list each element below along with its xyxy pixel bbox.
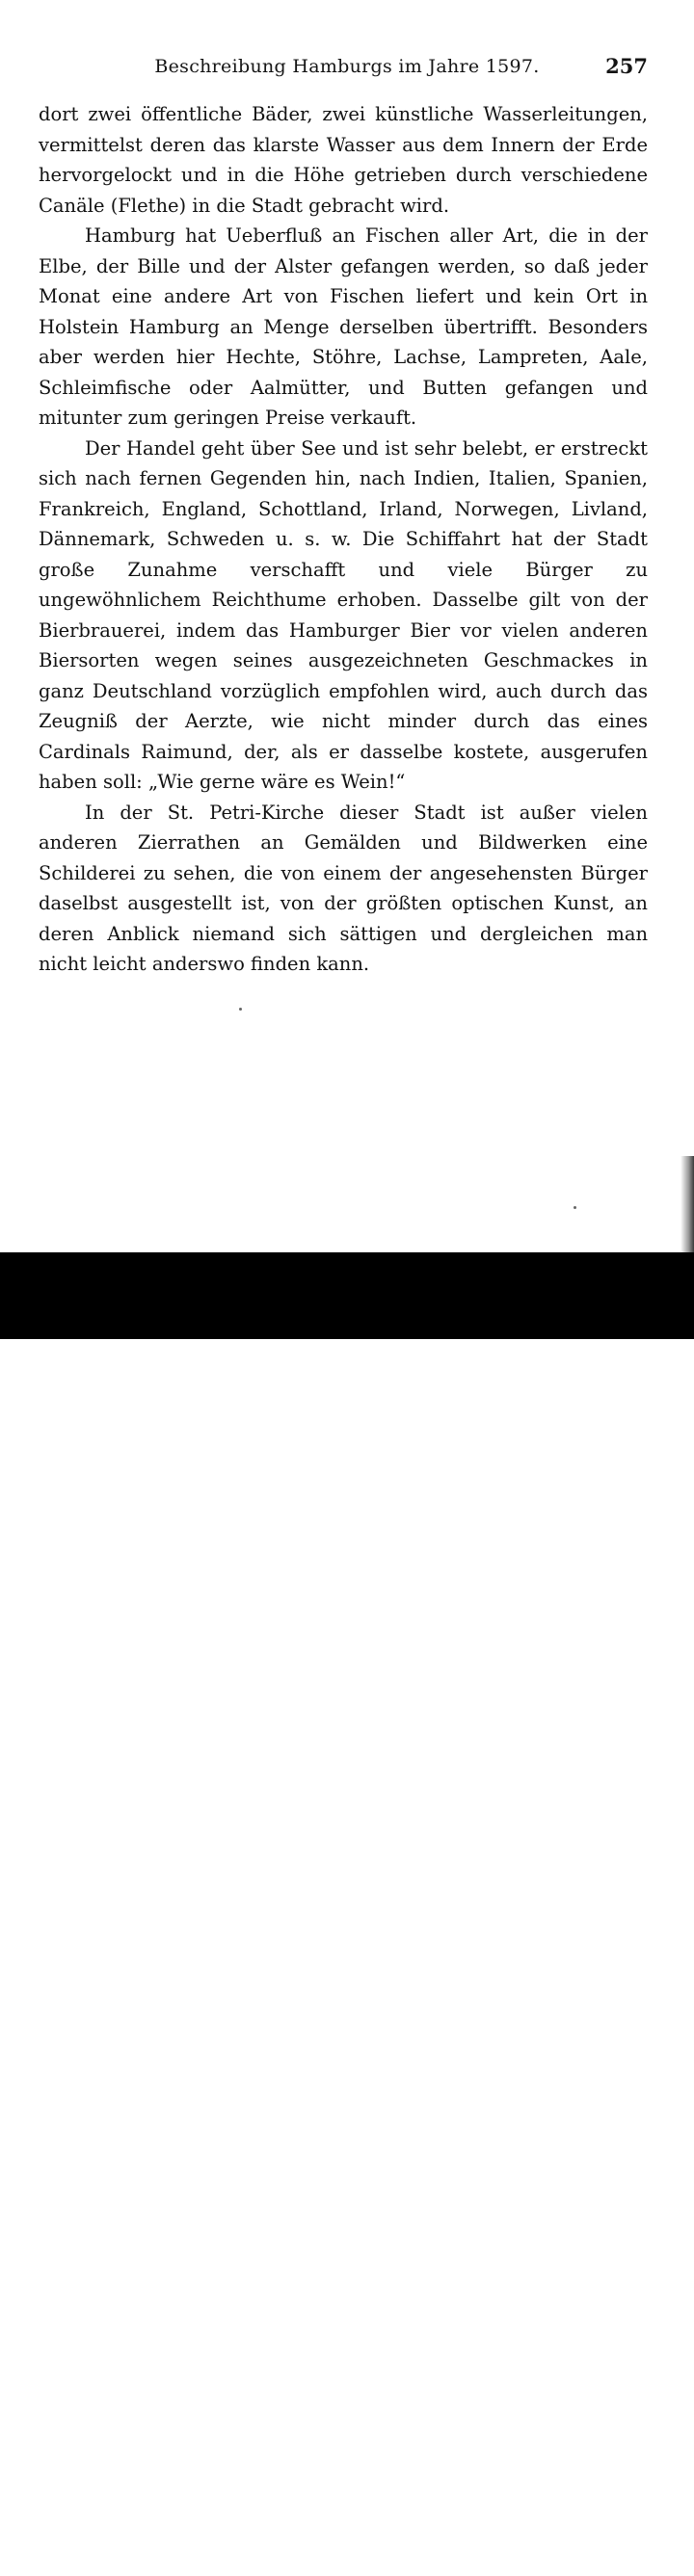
page-number: 257 bbox=[605, 54, 648, 78]
paper-speck bbox=[239, 1008, 242, 1011]
paragraph-church: In der St. Petri-Kirche dieser Stadt ist außer vielen anderen Zierrathen an Gemälden und Bildwerken eine Schilderei zu sehen, die von einem der angesehensten Bürger daselbst ausgestellt ist, von der größten optischen Kunst, an deren Anblick niemand sich sättigen und dergleichen man nicht leicht anderswo finden kann. bbox=[39, 801, 648, 975]
page-edge-shadow bbox=[681, 1156, 694, 1252]
alamy-logo: alamy bbox=[37, 2517, 202, 2575]
paragraph-baths: dort zwei öffentliche Bäder, zwei künstliche Wasserleitungen, vermittelst deren das klarste Wasser aus dem Innern der Erde hervorgelockt und in die Höhe getrieben durch verschiedene Canäle (Flethe) in die Stadt gebracht wird. bbox=[39, 103, 648, 217]
watermark-bar bbox=[0, 1252, 694, 2575]
site-url: www.alamy.com bbox=[529, 2553, 675, 2575]
paper-speck bbox=[574, 1206, 576, 1209]
body-text bbox=[39, 99, 648, 980]
running-head: Beschreibung Hamburgs im Jahre 1597. bbox=[154, 56, 540, 77]
book-page bbox=[0, 0, 694, 1252]
paragraph-trade: Der Handel geht über See und ist sehr belebt, er erstreckt sich nach fernen Gegenden hin, nach Indien, Italien, Spanien, Frankreich, England, Schottland, Irland, Norwegen, Livland, Dännemark, Schweden u. s. w. Die Schiffahrt hat der Stadt große Zunahme verschafft und viele Bürger zu ungewöhnlichem Reichthume erhoben. Dasselbe gilt von der Bierbrauerei, indem das Hamburger Bier vor vielen anderen Biersorten wegen seines ausgezeichneten Geschmackes in ganz Deutschland vorzüglich empfohlen wird, auch durch das Zeugniß der Aerzte, wie nicht minder durch das eines Cardinals Raimund, der, als er dasselbe kostete, ausgerufen haben soll: „Wie gerne wäre es Wein!“ bbox=[39, 436, 648, 793]
paragraph-fish: Hamburg hat Ueberfluß an Fischen aller Art, die in der Elbe, der Bille und der Alster gefangen werden, so daß jeder Monat eine andere Art von Fischen liefert und kein Ort in Holstein Hamburg an Menge derselben übertrifft. Besonders aber werden hier Hechte, Stöhre, Lachse, Lampreten, Aale, Schleimfische oder Aalmütter, und Butten gefangen und mitunter zum geringen Preise verkauft. bbox=[39, 224, 648, 429]
image-id: 2F5KJKJ bbox=[592, 2528, 675, 2550]
